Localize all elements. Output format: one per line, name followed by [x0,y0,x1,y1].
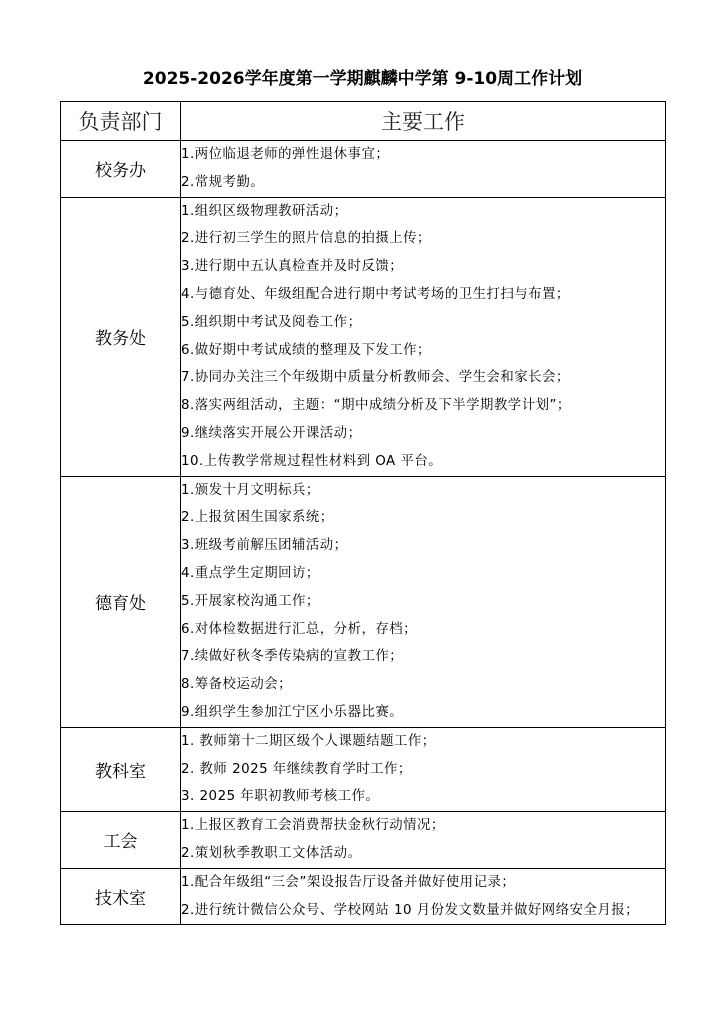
department-cell: 教务处 [61,197,181,476]
work-item: 3.班级考前解压团辅活动； [181,538,348,554]
work-cell [181,868,666,925]
work-item: 1.颁发十月文明标兵； [181,482,320,498]
table-row [61,141,666,198]
table-row [61,476,666,727]
work-column-header: 主要工作 [181,102,666,141]
work-item: 8.筹备校运动会； [181,677,293,693]
work-item: 4.重点学生定期回访； [181,565,320,581]
table-row [61,727,666,811]
work-item: 10.上传教学常规过程性材料到 OA 平台。 [181,453,443,469]
work-cell [181,727,666,811]
work-item: 2.常规考勤。 [181,174,265,190]
work-item: 1. 教师第十二期区级个人课题结题工作； [181,733,436,749]
department-cell: 德育处 [61,476,181,727]
work-item: 2. 教师 2025 年继续教育学时工作； [181,761,412,777]
table-row [61,197,666,476]
department-cell: 校务办 [61,141,181,198]
work-item: 3.进行期中五认真检查并及时反馈； [181,259,404,275]
table-row [61,868,666,925]
work-cell [181,197,666,476]
work-item: 4.与德育处、年级组配合进行期中考试考场的卫生打扫与布置； [181,286,570,302]
work-item: 2.进行初三学生的照片信息的拍摄上传； [181,231,431,247]
work-cell [181,476,666,727]
department-cell: 工会 [61,812,181,869]
department-column-header: 负责部门 [61,102,181,141]
work-item: 5.开展家校沟通工作； [181,593,320,609]
work-item: 2.上报贫困生国家系统； [181,510,334,526]
table-row [61,812,666,869]
work-item: 1.上报区教育工会消费帮扶金秋行动情况； [181,818,445,834]
department-cell: 教科室 [61,727,181,811]
department-cell: 技术室 [61,868,181,925]
page-title: 2025-2026学年度第一学期麒麟中学第 9-10周工作计划 [142,69,583,89]
work-item: 6.对体检数据进行汇总，分析，存档； [181,621,418,637]
work-item: 3. 2025 年职初教师考核工作。 [181,789,380,805]
work-item: 8.落实两组活动，主题：“期中成绩分析及下半学期教学计划”； [181,398,571,414]
work-item: 1.两位临退老师的弹性退休事宜； [181,147,390,162]
work-item: 5.组织期中考试及阅卷工作； [181,314,362,330]
work-item: 1.组织区级物理教研活动； [181,203,348,219]
work-cell [181,812,666,869]
work-item: 7.续做好秋冬季传染病的宣教工作； [181,649,404,665]
table-header-row [61,102,666,141]
work-cell [181,141,666,198]
work-item: 9.继续落实开展公开课活动； [181,425,362,441]
work-item: 6.做好期中考试成绩的整理及下发工作； [181,342,431,358]
work-item: 2.策划秋季教职工文体活动。 [181,845,362,861]
work-item: 2.进行统计微信公众号、学校网站 10 月份发文数量并做好网络安全月报； [181,902,640,918]
work-plan-table [60,101,666,925]
work-item: 7.协同办关注三个年级期中质量分析教师会、学生会和家长会； [181,370,570,386]
work-item: 1.配合年级组“三会”架设报告厅设备并做好使用记录； [181,874,516,890]
work-item: 9.组织学生参加江宁区小乐器比赛。 [181,704,404,720]
